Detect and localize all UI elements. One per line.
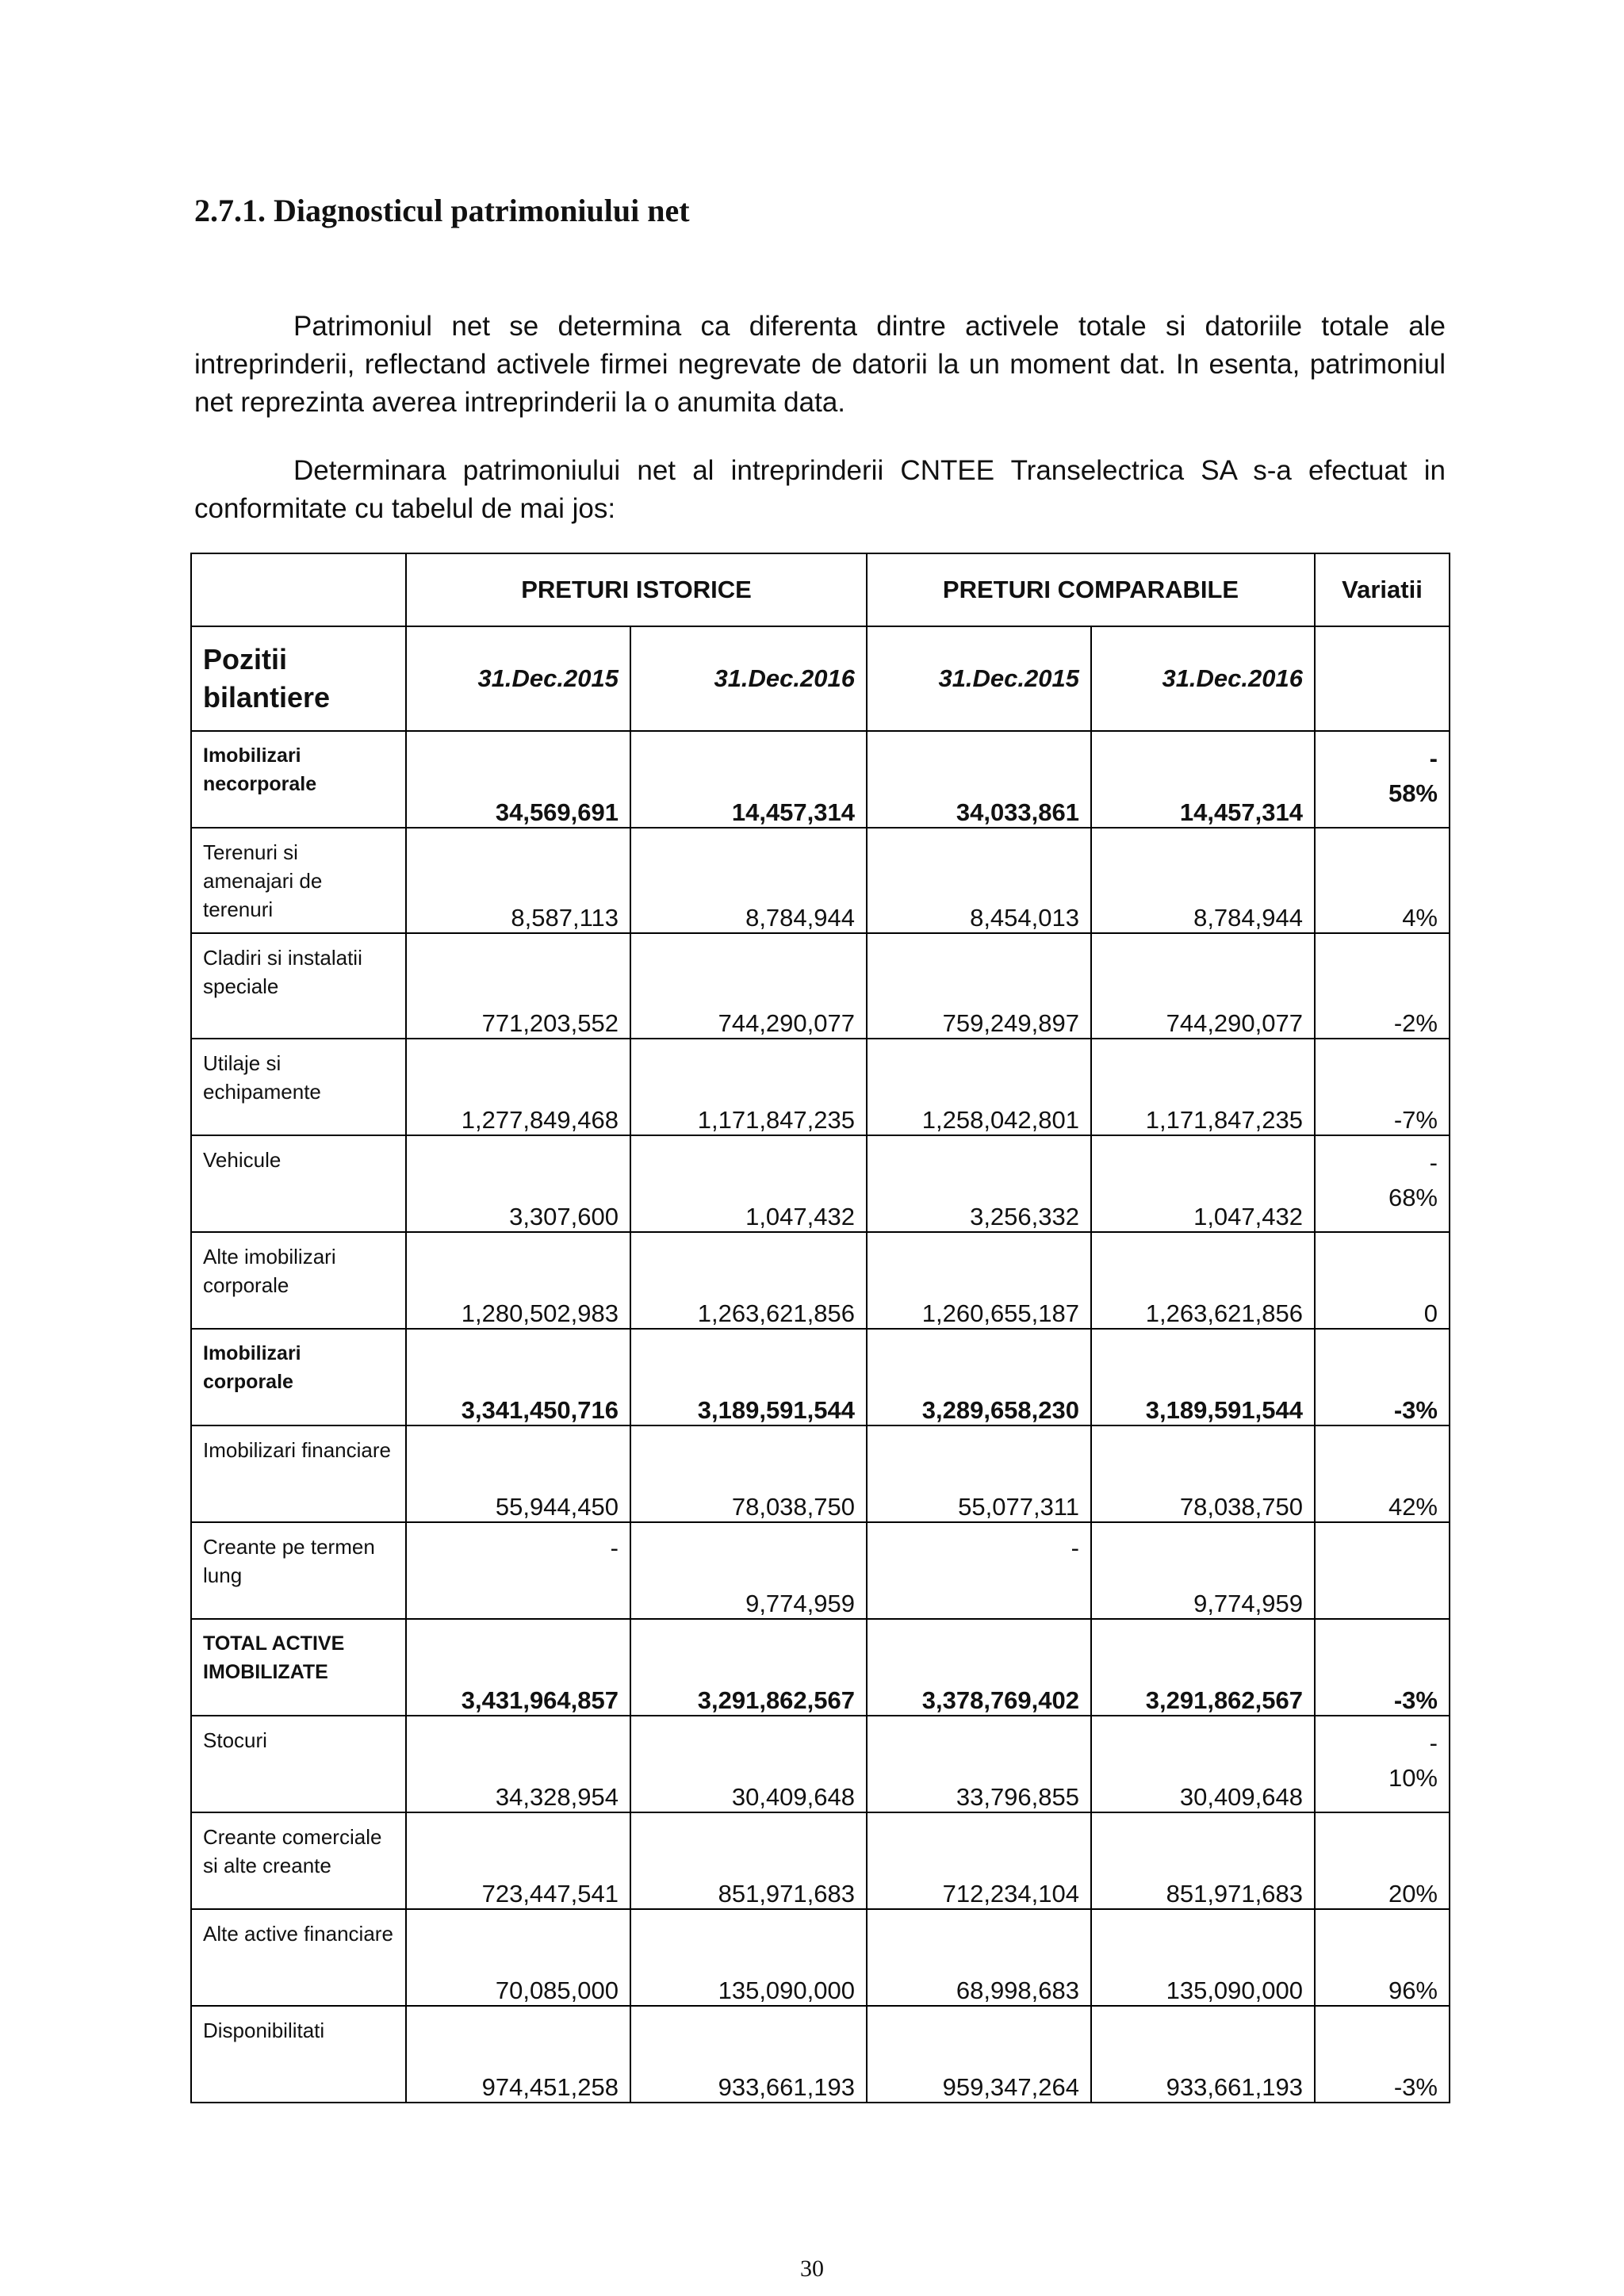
value-cell: 3,341,450,716 (406, 1329, 630, 1425)
table-row (191, 1619, 1450, 1716)
variation-cell: -3% (1315, 1329, 1450, 1425)
value-cell: 759,249,897 (867, 933, 1091, 1039)
table-row (191, 731, 1450, 828)
row-label-cell: Imobilizari corporale (191, 1329, 406, 1425)
value-cell: 30,409,648 (630, 1716, 867, 1812)
row-label-cell: Alte active financiare (191, 1909, 406, 2006)
table-row (191, 1135, 1450, 1232)
value-cell: 1,047,432 (630, 1135, 867, 1232)
table-row (191, 1522, 1450, 1619)
value-cell: 78,038,750 (630, 1425, 867, 1522)
value-cell: 1,263,621,856 (630, 1232, 867, 1329)
table-row (191, 933, 1450, 1039)
historic-prices-header: PRETURI ISTORICE (406, 553, 867, 626)
value-cell: 974,451,258 (406, 2006, 630, 2103)
row-label-cell: Utilaje si echipamente (191, 1039, 406, 1135)
variation-cell: 20% (1315, 1812, 1450, 1909)
value-cell: 14,457,314 (630, 731, 867, 828)
table-row (191, 1425, 1450, 1522)
value-cell: 9,774,959 (1091, 1522, 1315, 1619)
variation-cell: -3% (1315, 1619, 1450, 1716)
variation-cell: 42% (1315, 1425, 1450, 1522)
value-cell: 1,171,847,235 (630, 1039, 867, 1135)
page-number: 30 (800, 2256, 824, 2282)
table-row (191, 1716, 1450, 1812)
value-cell: 8,784,944 (1091, 828, 1315, 933)
value-cell: 8,784,944 (630, 828, 867, 933)
value-cell: 55,944,450 (406, 1425, 630, 1522)
date-header: 31.Dec.2016 (630, 626, 867, 731)
variation-cell: -2% (1315, 933, 1450, 1039)
value-cell: 33,796,855 (867, 1716, 1091, 1812)
value-cell: - (406, 1522, 630, 1619)
table-row (191, 1812, 1450, 1909)
value-cell: 8,587,113 (406, 828, 630, 933)
date-header: 31.Dec.2016 (1091, 626, 1315, 731)
row-label-header: Pozitii bilantiere (191, 626, 406, 731)
value-cell: 55,077,311 (867, 1425, 1091, 1522)
value-cell: 933,661,193 (1091, 2006, 1315, 2103)
value-cell: 34,569,691 (406, 731, 630, 828)
value-cell: 8,454,013 (867, 828, 1091, 933)
variation-cell: - 10% (1315, 1716, 1450, 1812)
table-row (191, 1329, 1450, 1425)
value-cell: 3,307,600 (406, 1135, 630, 1232)
net-assets-table (190, 553, 1450, 2103)
empty-corner-cell (191, 553, 406, 626)
variation-cell: 4% (1315, 828, 1450, 933)
value-cell: 3,291,862,567 (1091, 1619, 1315, 1716)
row-label-cell: Terenuri si amenajari de terenuri (191, 828, 406, 933)
variation-cell: -7% (1315, 1039, 1450, 1135)
value-cell: 744,290,077 (1091, 933, 1315, 1039)
row-label-cell: Cladiri si instalatii speciale (191, 933, 406, 1039)
row-label-cell: Stocuri (191, 1716, 406, 1812)
value-cell: 1,263,621,856 (1091, 1232, 1315, 1329)
table-date-header-row (191, 626, 1450, 731)
value-cell: 3,189,591,544 (630, 1329, 867, 1425)
table-row (191, 1039, 1450, 1135)
value-cell: 3,289,658,230 (867, 1329, 1091, 1425)
value-cell: 70,085,000 (406, 1909, 630, 2006)
value-cell: 959,347,264 (867, 2006, 1091, 2103)
table-row (191, 2006, 1450, 2103)
value-cell: 9,774,959 (630, 1522, 867, 1619)
empty-variation-cell (1315, 626, 1450, 731)
value-cell: 78,038,750 (1091, 1425, 1315, 1522)
date-header: 31.Dec.2015 (406, 626, 630, 731)
value-cell: 14,457,314 (1091, 731, 1315, 828)
table-row (191, 1232, 1450, 1329)
table-row (191, 1909, 1450, 2006)
value-cell: 3,291,862,567 (630, 1619, 867, 1716)
row-label-cell: Imobilizari necorporale (191, 731, 406, 828)
value-cell: 34,328,954 (406, 1716, 630, 1812)
value-cell: 771,203,552 (406, 933, 630, 1039)
row-label-cell: Vehicule (191, 1135, 406, 1232)
value-cell: 723,447,541 (406, 1812, 630, 1909)
section-heading: 2.7.1. Diagnosticul patrimoniului net (194, 193, 690, 228)
value-cell: 68,998,683 (867, 1909, 1091, 2006)
row-label-cell: Disponibilitati (191, 2006, 406, 2103)
table-group-header-row (191, 553, 1450, 626)
value-cell: 1,280,502,983 (406, 1232, 630, 1329)
variation-cell: 96% (1315, 1909, 1450, 2006)
value-cell: 1,260,655,187 (867, 1232, 1091, 1329)
value-cell: 1,258,042,801 (867, 1039, 1091, 1135)
value-cell: 744,290,077 (630, 933, 867, 1039)
comparable-prices-header: PRETURI COMPARABILE (867, 553, 1315, 626)
value-cell: 712,234,104 (867, 1812, 1091, 1909)
value-cell: 3,378,769,402 (867, 1619, 1091, 1716)
intro-paragraph: Patrimoniul net se determina ca diferenta dintre activele totale si datoriile totale ale intreprinderii, reflectand activele firmei negrevate de datorii la un moment dat. In esenta, patrimoniul net reprezinta averea intreprinderii la o anumita data. (194, 311, 1446, 418)
variation-cell: - 58% (1315, 731, 1450, 828)
value-cell: 1,171,847,235 (1091, 1039, 1315, 1135)
table-intro-paragraph: Determinara patrimoniului net al intreprinderii CNTEE Transelectrica SA s-a efectuat in conformitate cu tabelul de mai jos: (194, 455, 1446, 524)
table-row (191, 828, 1450, 933)
row-label-cell: TOTAL ACTIVE IMOBILIZATE (191, 1619, 406, 1716)
value-cell: 3,431,964,857 (406, 1619, 630, 1716)
value-cell: 135,090,000 (630, 1909, 867, 2006)
value-cell: 1,047,432 (1091, 1135, 1315, 1232)
row-label-cell: Alte imobilizari corporale (191, 1232, 406, 1329)
value-cell: 135,090,000 (1091, 1909, 1315, 2006)
variation-cell: -3% (1315, 2006, 1450, 2103)
value-cell: 1,277,849,468 (406, 1039, 630, 1135)
row-label-cell: Creante comerciale si alte creante (191, 1812, 406, 1909)
value-cell: 3,189,591,544 (1091, 1329, 1315, 1425)
row-label-cell: Creante pe termen lung (191, 1522, 406, 1619)
value-cell: 851,971,683 (1091, 1812, 1315, 1909)
variation-cell: 0 (1315, 1232, 1450, 1329)
value-cell: 3,256,332 (867, 1135, 1091, 1232)
variation-header: Variatii (1315, 553, 1450, 626)
value-cell: 851,971,683 (630, 1812, 867, 1909)
variation-cell (1315, 1522, 1450, 1619)
variation-cell: - 68% (1315, 1135, 1450, 1232)
value-cell: 34,033,861 (867, 731, 1091, 828)
date-header: 31.Dec.2015 (867, 626, 1091, 731)
value-cell: - (867, 1522, 1091, 1619)
value-cell: 30,409,648 (1091, 1716, 1315, 1812)
row-label-cell: Imobilizari financiare (191, 1425, 406, 1522)
value-cell: 933,661,193 (630, 2006, 867, 2103)
